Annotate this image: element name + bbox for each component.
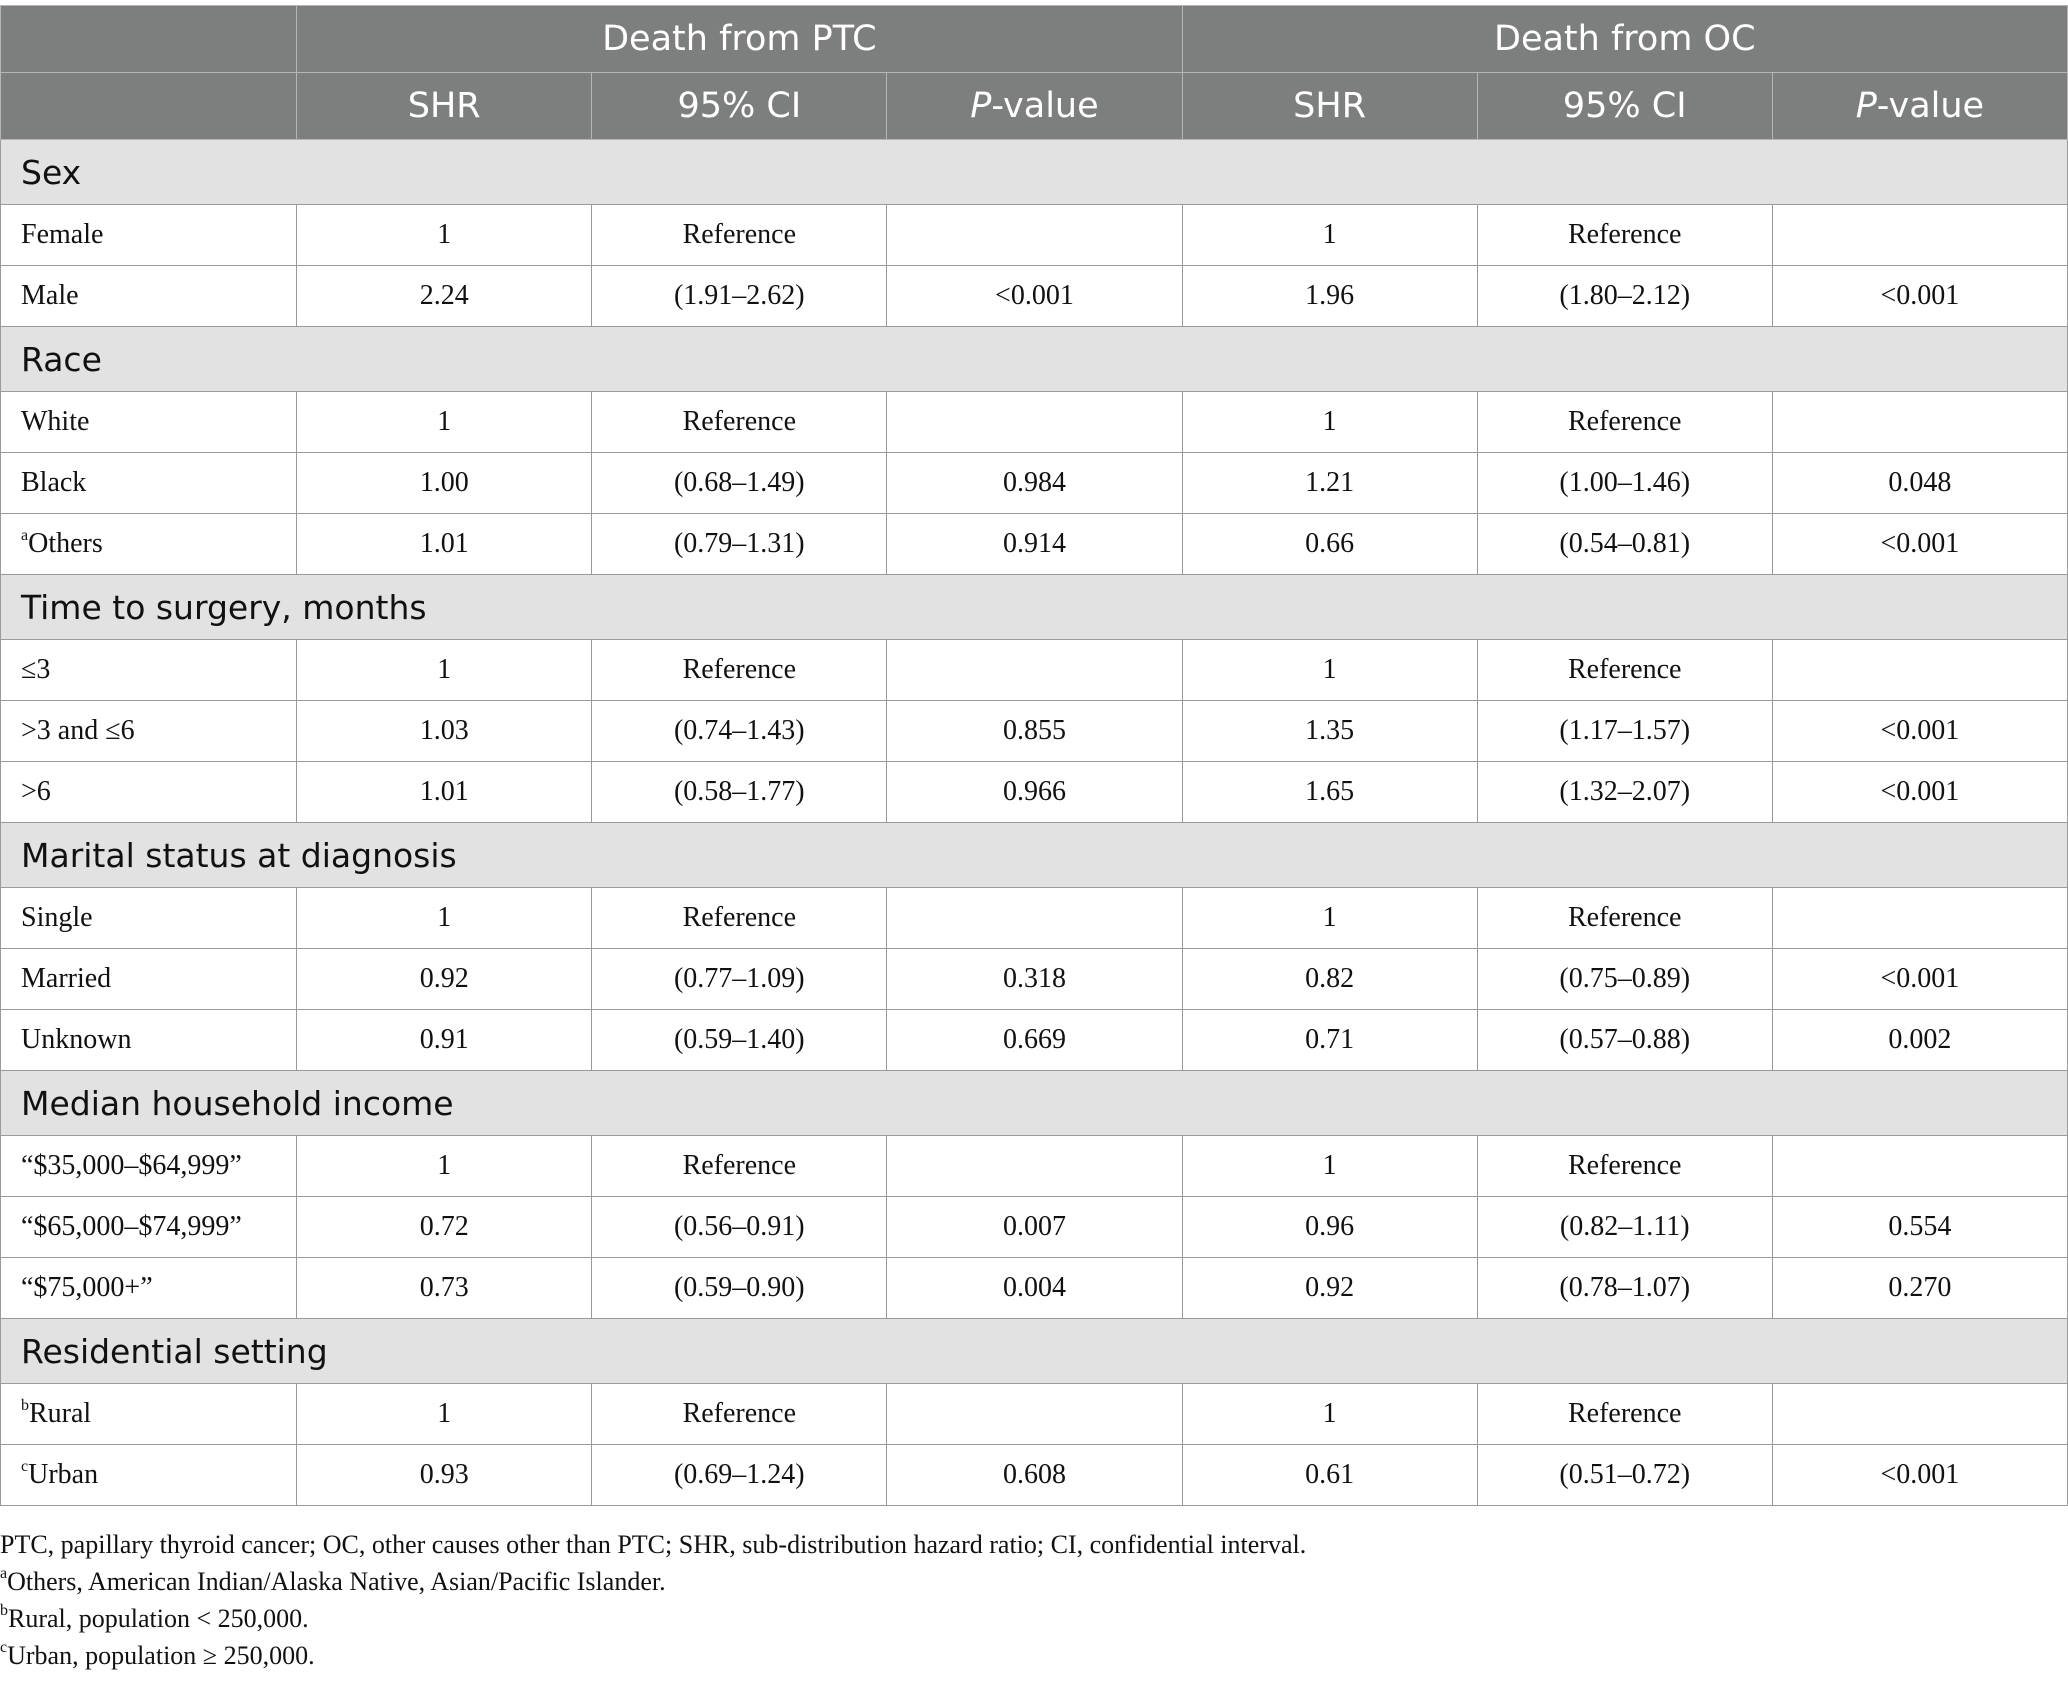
cell-ptc-shr: 1.03	[297, 701, 592, 762]
col-header-oc-shr: SHR	[1182, 73, 1477, 140]
cell-ptc-p: 0.318	[887, 949, 1182, 1010]
footnote-marker: c	[0, 1639, 8, 1656]
footnote-marker: a	[0, 1565, 8, 1582]
cell-ptc-shr: 1.01	[297, 762, 592, 823]
row-label-text: Black	[21, 467, 87, 498]
row-label	[1, 266, 297, 327]
cell-ptc-shr: 0.72	[297, 1197, 592, 1258]
cell-oc-shr: 0.66	[1182, 514, 1477, 575]
cell-ptc-shr: 0.73	[297, 1258, 592, 1319]
cell-oc-shr: 1.65	[1182, 762, 1477, 823]
cell-ptc-shr: 1	[297, 392, 592, 453]
cell-ptc-shr: 1	[297, 1384, 592, 1445]
group-header-row	[1, 6, 2068, 73]
cell-ptc-p	[887, 1136, 1182, 1197]
table-row	[1, 266, 2068, 327]
section-header-row	[1, 327, 2068, 392]
footnote-text: Urban, population ≥ 250,000.	[7, 1641, 315, 1670]
footnotes	[0, 1526, 1306, 1674]
cell-ptc-shr: 1.01	[297, 514, 592, 575]
cell-ptc-p	[887, 392, 1182, 453]
footnote	[0, 1637, 1306, 1674]
col-header-ptc-p	[887, 73, 1182, 140]
col-header-oc-p	[1772, 73, 2067, 140]
header-blank-cell	[1, 6, 297, 73]
footnote-marker: b	[0, 1602, 8, 1619]
cell-oc-shr: 1	[1182, 1384, 1477, 1445]
cell-ptc-shr: 1	[297, 640, 592, 701]
section-title: Median household income	[1, 1071, 2068, 1136]
group-header-oc: Death from OC	[1182, 6, 2067, 73]
cell-oc-p: 0.002	[1772, 1010, 2067, 1071]
cell-ptc-ci: Reference	[592, 1384, 887, 1445]
section-header-row	[1, 823, 2068, 888]
cell-ptc-p	[887, 640, 1182, 701]
cell-oc-p	[1772, 392, 2067, 453]
cell-oc-p: <0.001	[1772, 514, 2067, 575]
cell-oc-ci: Reference	[1477, 1384, 1772, 1445]
row-label	[1, 1010, 297, 1071]
row-label-text: >6	[21, 776, 51, 807]
cell-ptc-shr: 2.24	[297, 266, 592, 327]
cell-oc-p	[1772, 640, 2067, 701]
cell-ptc-p: <0.001	[887, 266, 1182, 327]
cell-ptc-shr: 1	[297, 1136, 592, 1197]
cell-oc-ci: Reference	[1477, 640, 1772, 701]
row-label	[1, 701, 297, 762]
cell-ptc-p: 0.855	[887, 701, 1182, 762]
row-label-text: Female	[21, 219, 104, 250]
footnote-marker: b	[21, 1397, 29, 1414]
section-header-row	[1, 1319, 2068, 1384]
cell-oc-ci: (1.32–2.07)	[1477, 762, 1772, 823]
cell-oc-ci: (0.75–0.89)	[1477, 949, 1772, 1010]
cell-ptc-p	[887, 205, 1182, 266]
column-header-row	[1, 73, 2068, 140]
cell-ptc-p: 0.984	[887, 453, 1182, 514]
cell-oc-shr: 1.21	[1182, 453, 1477, 514]
cell-ptc-p: 0.007	[887, 1197, 1182, 1258]
cell-ptc-ci: (0.59–0.90)	[592, 1258, 887, 1319]
cell-ptc-ci: (0.59–1.40)	[592, 1010, 887, 1071]
cell-oc-p: <0.001	[1772, 701, 2067, 762]
table-row	[1, 1384, 2068, 1445]
p-italic: P	[970, 86, 992, 126]
row-label-text: ≤3	[21, 654, 51, 685]
cell-oc-ci: Reference	[1477, 392, 1772, 453]
row-label	[1, 1197, 297, 1258]
table-row	[1, 392, 2068, 453]
table-row	[1, 1010, 2068, 1071]
cell-ptc-p	[887, 888, 1182, 949]
row-label-text: “$65,000–$74,999”	[21, 1211, 242, 1242]
row-label-text: Male	[21, 280, 79, 311]
cell-oc-ci: (1.00–1.46)	[1477, 453, 1772, 514]
header-blank-cell	[1, 73, 297, 140]
section-header-row	[1, 1071, 2068, 1136]
cell-oc-ci: (0.78–1.07)	[1477, 1258, 1772, 1319]
row-label	[1, 640, 297, 701]
row-label-text: Married	[21, 963, 112, 994]
cell-ptc-ci: (0.58–1.77)	[592, 762, 887, 823]
cell-oc-shr: 1	[1182, 640, 1477, 701]
cell-oc-shr: 1	[1182, 888, 1477, 949]
table-row	[1, 1445, 2068, 1506]
cell-oc-p: 0.554	[1772, 1197, 2067, 1258]
cell-oc-p: 0.048	[1772, 453, 2067, 514]
cell-ptc-ci: (0.68–1.49)	[592, 453, 887, 514]
footnote-marker: a	[21, 527, 29, 544]
cell-ptc-ci: Reference	[592, 392, 887, 453]
cell-oc-shr: 0.96	[1182, 1197, 1477, 1258]
row-label	[1, 453, 297, 514]
cell-ptc-shr: 0.93	[297, 1445, 592, 1506]
row-label-text: Others	[28, 528, 103, 559]
cell-oc-shr: 1.35	[1182, 701, 1477, 762]
section-title: Marital status at diagnosis	[1, 823, 2068, 888]
footnote-text: Rural, population < 250,000.	[8, 1604, 309, 1633]
row-label	[1, 888, 297, 949]
cell-oc-ci: (0.82–1.11)	[1477, 1197, 1772, 1258]
cell-oc-ci: (1.17–1.57)	[1477, 701, 1772, 762]
col-header-oc-ci: 95% CI	[1477, 73, 1772, 140]
p-value-suffix: -value	[1876, 86, 1985, 126]
footnote-text: PTC, papillary thyroid cancer; OC, other causes other than PTC; SHR, sub-distribution hazard ratio; CI, confidential interval.	[0, 1530, 1307, 1559]
cell-oc-ci: Reference	[1477, 888, 1772, 949]
cell-oc-p: <0.001	[1772, 266, 2067, 327]
cell-ptc-p: 0.669	[887, 1010, 1182, 1071]
section-header-row	[1, 575, 2068, 640]
cell-oc-shr: 0.92	[1182, 1258, 1477, 1319]
cell-oc-ci: Reference	[1477, 1136, 1772, 1197]
cell-oc-p	[1772, 888, 2067, 949]
footnote	[0, 1600, 1306, 1637]
cell-ptc-ci: (0.79–1.31)	[592, 514, 887, 575]
group-header-ptc: Death from PTC	[297, 6, 1182, 73]
cell-ptc-shr: 1	[297, 205, 592, 266]
cell-oc-p: <0.001	[1772, 762, 2067, 823]
cell-oc-p: <0.001	[1772, 1445, 2067, 1506]
cell-oc-p	[1772, 1136, 2067, 1197]
cell-oc-ci: Reference	[1477, 205, 1772, 266]
cell-oc-ci: (0.54–0.81)	[1477, 514, 1772, 575]
row-label-text: Urban	[28, 1459, 99, 1490]
section-title: Race	[1, 327, 2068, 392]
row-label-text: White	[21, 406, 90, 437]
cell-oc-p	[1772, 1384, 2067, 1445]
row-label	[1, 949, 297, 1010]
cell-ptc-p: 0.966	[887, 762, 1182, 823]
row-label-text: Single	[21, 902, 93, 933]
cell-ptc-shr: 1.00	[297, 453, 592, 514]
row-label	[1, 1445, 297, 1506]
row-label-text: Unknown	[21, 1024, 132, 1055]
row-label	[1, 392, 297, 453]
row-label	[1, 1258, 297, 1319]
cell-ptc-shr: 1	[297, 888, 592, 949]
cell-ptc-ci: (0.69–1.24)	[592, 1445, 887, 1506]
results-table	[0, 5, 2068, 1506]
cell-oc-shr: 0.71	[1182, 1010, 1477, 1071]
cell-ptc-p	[887, 1384, 1182, 1445]
section-title: Residential setting	[1, 1319, 2068, 1384]
p-value-suffix: -value	[991, 86, 1099, 126]
section-title: Sex	[1, 140, 2068, 205]
cell-ptc-ci: (0.74–1.43)	[592, 701, 887, 762]
cell-ptc-ci: (0.77–1.09)	[592, 949, 887, 1010]
cell-ptc-ci: Reference	[592, 1136, 887, 1197]
table-row	[1, 640, 2068, 701]
cell-ptc-shr: 0.92	[297, 949, 592, 1010]
cell-oc-ci: (0.51–0.72)	[1477, 1445, 1772, 1506]
row-label-text: “$75,000+”	[21, 1272, 153, 1303]
cell-oc-p: <0.001	[1772, 949, 2067, 1010]
table-row	[1, 762, 2068, 823]
section-header-row	[1, 140, 2068, 205]
cell-oc-shr: 1	[1182, 392, 1477, 453]
row-label-text: “$35,000–$64,999”	[21, 1150, 242, 1181]
row-label	[1, 1136, 297, 1197]
table-row	[1, 888, 2068, 949]
row-label	[1, 1384, 297, 1445]
table-row	[1, 205, 2068, 266]
row-label	[1, 762, 297, 823]
row-label	[1, 514, 297, 575]
footnote	[0, 1563, 1306, 1600]
cell-oc-p	[1772, 205, 2067, 266]
cell-oc-shr: 0.61	[1182, 1445, 1477, 1506]
cell-ptc-p: 0.004	[887, 1258, 1182, 1319]
cell-oc-shr: 1	[1182, 205, 1477, 266]
row-label	[1, 205, 297, 266]
footnote-text: Others, American Indian/Alaska Native, Asian/Pacific Islander.	[7, 1567, 666, 1596]
cell-ptc-ci: (1.91–2.62)	[592, 266, 887, 327]
footnote-marker: c	[21, 1458, 29, 1475]
p-italic: P	[1855, 86, 1877, 126]
cell-ptc-ci: (0.56–0.91)	[592, 1197, 887, 1258]
col-header-ptc-ci: 95% CI	[592, 73, 887, 140]
table-row	[1, 453, 2068, 514]
cell-oc-shr: 1	[1182, 1136, 1477, 1197]
table-row	[1, 701, 2068, 762]
cell-ptc-ci: Reference	[592, 205, 887, 266]
section-title: Time to surgery, months	[1, 575, 2068, 640]
cell-oc-shr: 0.82	[1182, 949, 1477, 1010]
cell-ptc-ci: Reference	[592, 888, 887, 949]
table-row	[1, 1258, 2068, 1319]
cell-oc-p: 0.270	[1772, 1258, 2067, 1319]
row-label-text: Rural	[29, 1398, 92, 1429]
cell-ptc-shr: 0.91	[297, 1010, 592, 1071]
table-row	[1, 949, 2068, 1010]
cell-ptc-p: 0.914	[887, 514, 1182, 575]
col-header-ptc-shr: SHR	[297, 73, 592, 140]
table-row	[1, 1197, 2068, 1258]
row-label-text: >3 and ≤6	[21, 715, 135, 746]
cell-ptc-p: 0.608	[887, 1445, 1182, 1506]
cell-oc-ci: (0.57–0.88)	[1477, 1010, 1772, 1071]
cell-ptc-ci: Reference	[592, 640, 887, 701]
table-body	[1, 140, 2068, 1506]
table-row	[1, 514, 2068, 575]
table-row	[1, 1136, 2068, 1197]
cell-oc-shr: 1.96	[1182, 266, 1477, 327]
cell-oc-ci: (1.80–2.12)	[1477, 266, 1772, 327]
footnote	[0, 1526, 1306, 1563]
